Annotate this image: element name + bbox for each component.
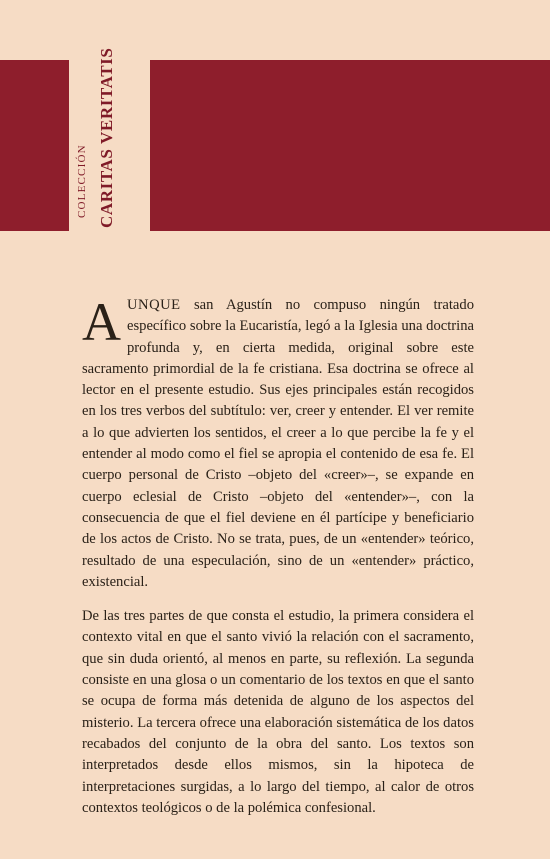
red-band-left <box>0 60 69 231</box>
lead-in-caps: UNQUE <box>127 297 181 313</box>
blurb-paragraph-1 <box>82 292 474 593</box>
back-cover-blurb <box>82 292 474 819</box>
blurb-paragraph-2: De las tres partes de que consta el estudio, la primera considera el contexto vital en que el santo vivió la relación con el sacramento, que sin duda orientó, al menos en parte, su reflexión. La segunda consiste en una glosa o un comentario de los textos en que el santo se ocupa de forma más detenida de alguno de los aspectos del misterio. La tercera ofrece una elaboración sistemática de los datos recabados del conjunto de la obra del santo. Los textos son interpretados desde ellos mismos, sin la hipoteca de interpretaciones surgidas, a lo largo del tiempo, al calor de otros contextos teológicos o de la polémica confesional. <box>82 608 474 816</box>
series-label-word: COLECCIÓN <box>76 144 88 218</box>
series-title: CARITAS VERITATIS <box>97 47 116 228</box>
red-band-right <box>150 60 550 231</box>
series-label <box>72 47 148 231</box>
drop-cap: A <box>82 292 121 352</box>
blurb-paragraph-1-text: san Agustín no compuso ningún tratado específico sobre la Eucaristía, legó a la Iglesia una doctrina profunda y, en cierta medida, original sobre este sacramento primordial de la fe cristiana. Esa doctrina se ofrece al lector en el presente estudio. Sus ejes principales están recogidos en los tres verbos del subtítulo: ver, creer y entender. El ver remite a lo que advierten los sentidos, el creer a lo que percibe la fe y el entender al modo como el fiel se apropia el contenido de esa fe. El cuerpo personal de Cristo –objeto del «creer»–, se expande en cuerpo eclesial de Cristo –objeto del «entender»–, con la consecuencia de que el fiel deviene en él partícipe y beneficiario de los actos de Cristo. No se trata, pues, de un «entender» teórico, resultado de una especulación, sino de un «entender» práctico, existencial. <box>82 297 474 590</box>
